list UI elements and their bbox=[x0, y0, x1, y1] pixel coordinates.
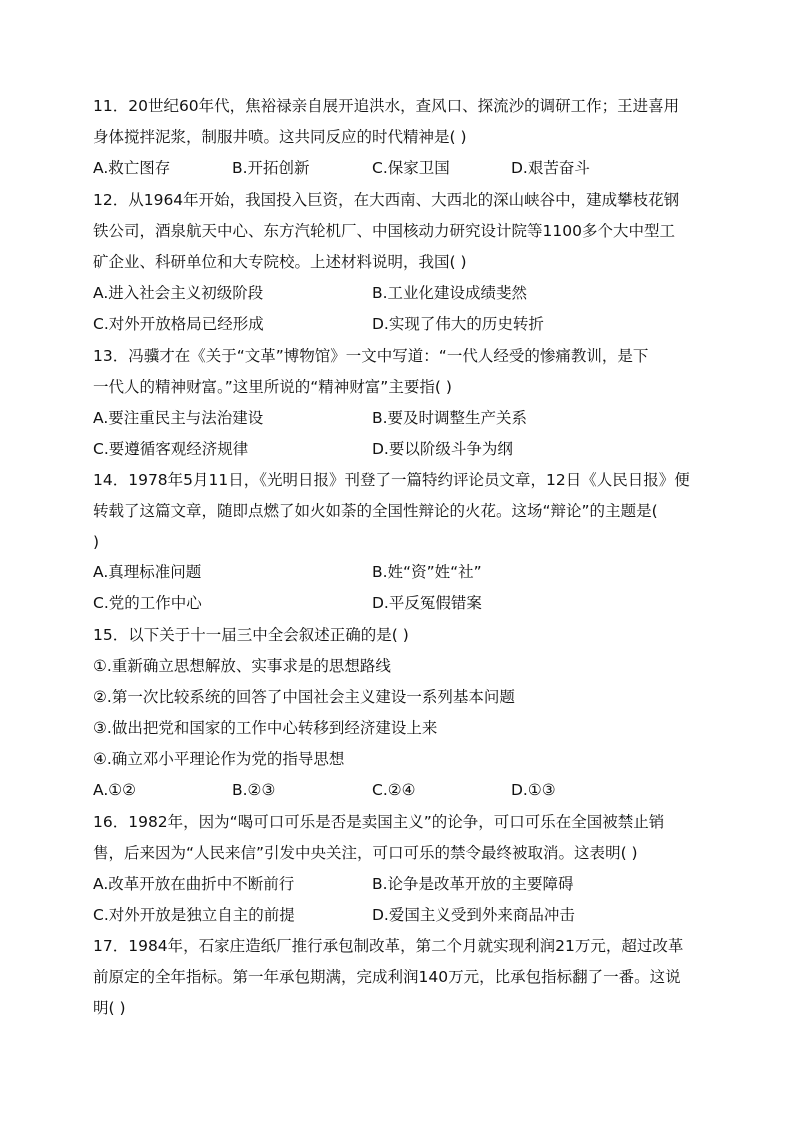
question-15-option-b: B.②③ bbox=[232, 781, 276, 799]
question-14-line-2: 转载了这篇文章，随即点燃了如火如荼的全国性辩论的火花。这场“辩论”的主题是( bbox=[93, 502, 658, 520]
question-12-option-a: A.进入社会主义初级阶段 bbox=[93, 284, 264, 302]
question-11-line-2: 身体搅拌泥浆，制服井喷。这共同反应的时代精神是( ) bbox=[93, 128, 467, 146]
question-15-statement-4: ④.确立邓小平理论作为党的指导思想 bbox=[93, 750, 345, 768]
question-14-line-1: 14．1978年5月11日，《光明日报》刊登了一篇特约评论员文章，12日《人民日报》便 bbox=[93, 471, 690, 489]
question-15-statement-2: ②.第一次比较系统的回答了中国社会主义建设一系列基本问题 bbox=[93, 688, 515, 706]
question-15-option-d: D.①③ bbox=[511, 781, 556, 799]
question-15-option-c: C.②④ bbox=[372, 781, 416, 799]
question-13-line-2: 一代人的精神财富。”这里所说的“精神财富”主要指( ) bbox=[93, 378, 452, 396]
question-17-line-2: 前原定的全年指标。第一年承包期满，完成利润140万元，比承包指标翻了一番。这说 bbox=[93, 968, 681, 986]
question-13-option-c: C.要遵循客观经济规律 bbox=[93, 440, 249, 458]
question-14-line-3: ) bbox=[93, 533, 100, 551]
question-14-option-c: C.党的工作中心 bbox=[93, 594, 202, 612]
question-13-option-b: B.要及时调整生产关系 bbox=[372, 409, 528, 427]
question-16-option-b: B.论争是改革开放的主要障碍 bbox=[372, 875, 574, 893]
question-12-option-d: D.实现了伟大的历史转折 bbox=[372, 315, 544, 333]
question-11-option-a: A.救亡图存 bbox=[93, 159, 171, 177]
question-17-line-1: 17．1984年，石家庄造纸厂推行承包制改革，第二个月就实现利润21万元，超过改革 bbox=[93, 937, 684, 955]
question-15-option-a: A.①② bbox=[93, 781, 137, 799]
question-13-option-d: D.要以阶级斗争为纲 bbox=[372, 440, 513, 458]
question-14-option-d: D.平反冤假错案 bbox=[372, 594, 482, 612]
question-16-line-2: 售，后来因为“人民来信”引发中央关注，可口可乐的禁令最终被取消。这表明( ) bbox=[93, 844, 638, 862]
question-12-option-c: C.对外开放格局已经形成 bbox=[93, 315, 264, 333]
question-13-line-1: 13．冯骥才在《关于“文革”博物馆》一文中写道：“一代人经受的惨痛教训，是下 bbox=[93, 347, 649, 365]
question-15-line-1: 15．以下关于十一届三中全会叙述正确的是( ) bbox=[93, 626, 409, 644]
question-11-option-c: C.保家卫国 bbox=[372, 159, 450, 177]
question-12-line-3: 矿企业、科研单位和大专院校。上述材料说明，我国( ) bbox=[93, 253, 467, 271]
question-12-line-2: 铁公司，酒泉航天中心、东方汽轮机厂、中国核动力研究设计院等1100多个大中型工 bbox=[93, 222, 675, 240]
question-11-option-d: D.艰苦奋斗 bbox=[511, 159, 590, 177]
question-16-option-c: C.对外开放是独立自主的前提 bbox=[93, 906, 295, 924]
question-12-option-b: B.工业化建设成绩斐然 bbox=[372, 284, 528, 302]
question-13-option-a: A.要注重民主与法治建设 bbox=[93, 409, 264, 427]
question-11-option-b: B.开拓创新 bbox=[232, 159, 310, 177]
question-14-option-b: B.姓“资”姓“社” bbox=[372, 563, 482, 581]
question-16-option-d: D.爱国主义受到外来商品冲击 bbox=[372, 906, 575, 924]
question-14-option-a: A.真理标准问题 bbox=[93, 563, 202, 581]
question-15-statement-3: ③.做出把党和国家的工作中心转移到经济建设上来 bbox=[93, 719, 438, 737]
question-11-line-1: 11．20世纪60年代，焦裕禄亲自展开追洪水，查风口、探流沙的调研工作；王进喜用 bbox=[93, 97, 680, 115]
question-12-line-1: 12．从1964年开始，我国投入巨资，在大西南、大西北的深山峡谷中，建成攀枝花钢 bbox=[93, 191, 680, 209]
question-15-statement-1: ①.重新确立思想解放、实事求是的思想路线 bbox=[93, 657, 391, 675]
question-16-option-a: A.改革开放在曲折中不断前行 bbox=[93, 875, 295, 893]
question-17-line-3: 明( ) bbox=[93, 999, 126, 1017]
question-16-line-1: 16．1982年，因为“喝可口可乐是否是卖国主义”的论争，可口可乐在全国被禁止销 bbox=[93, 813, 665, 831]
